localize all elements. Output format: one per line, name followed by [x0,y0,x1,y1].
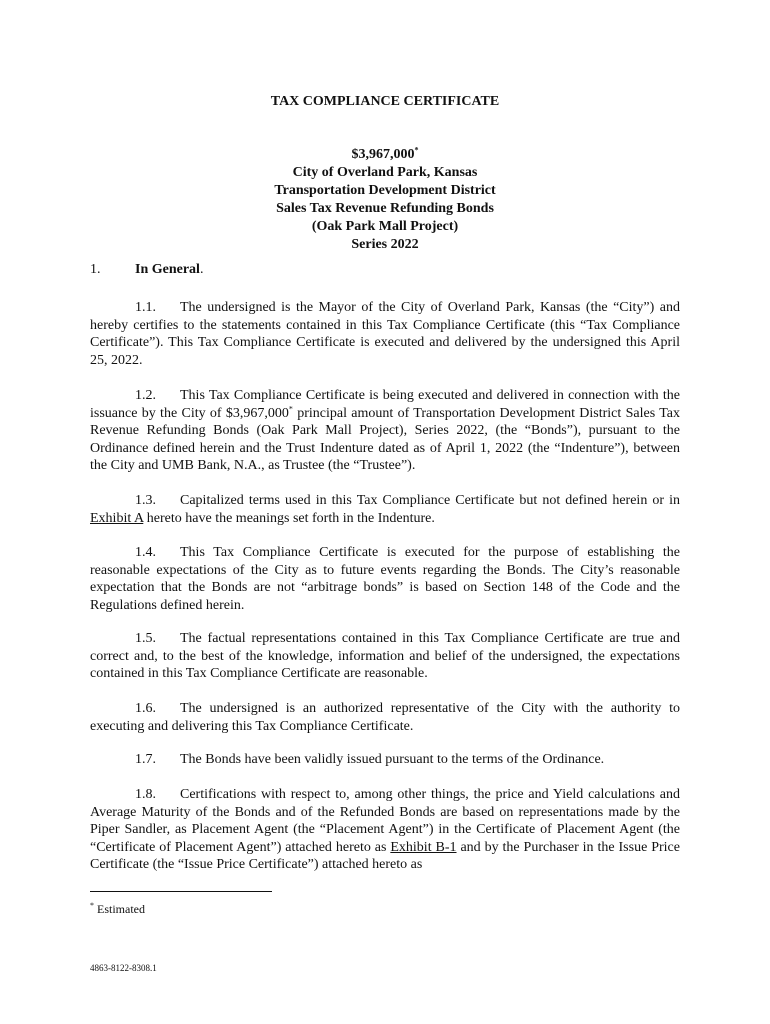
paragraph-number: 1.8. [135,787,156,802]
paragraph-1-1 [90,299,680,369]
paragraph-text: The Bonds have been validly issued pursuant to the terms of the Ordinance. [180,752,605,767]
paragraph-number: 1.2. [135,388,156,403]
document-title: TAX COMPLIANCE CERTIFICATE [270,94,500,109]
paragraph-text: The undersigned is the Mayor of the City of Overland Park, Kansas (the “City”) and hereby certifies to the statements contained in this Tax Compliance Certificate (this “Tax Compliance Certificate”). This Tax Compliance Certificate is executed and delivered by the undersigned this April 25, 2022. [90,300,680,368]
paragraph-text-cont: hereto have the meanings set forth in the Indenture. [143,510,435,526]
series-name: Series 2022 [351,237,419,252]
footnote-text: Estimated [97,902,145,916]
paragraph-1-2 [90,387,680,475]
paragraph-1-7 [90,751,680,769]
paragraph-number: 1.4. [135,545,156,560]
bond-amount [0,146,770,164]
issuer-name: City of Overland Park, Kansas [292,165,478,180]
section-period: . [199,262,204,277]
paragraph-number: 1.6. [135,701,156,716]
paragraph-text: The undersigned is an authorized representative of the City with the authority to executing and delivering this Tax Compliance Certificate. [90,701,680,734]
paragraph-text: The factual representations contained in this Tax Compliance Certificate are true and correct and, to the best of the knowledge, information and belief of the undersigned, the expectations contained in this Tax Compliance Certificate are reasonable. [90,631,680,681]
exhibit-b-1-link[interactable]: Exhibit B-1 [390,839,457,855]
paragraph-text: This Tax Compliance Certificate is executed for the purpose of establishing the reasonable expectations of the City as to future events regarding the Bonds. The City’s reasonable expectation that the Bonds are not “arbitrage bonds” is based on Section 148 of the Code and the Regulations defined herein. [90,545,680,613]
paragraph-number: 1.3. [135,493,156,508]
paragraph-text: Capitalized terms used in this Tax Compliance Certificate but not defined herein or in [180,493,680,508]
section-heading [90,262,203,278]
paragraph-text: Certifications with respect to, among other things, the price and Yield calculations and Average Maturity of the Bonds and of the Refunded Bonds are based on representations made by the Piper Sandler, as Placement Agent (the “Placement Agent”) in the Certificate of Placement Agent (the “Certificate of Placement Agent”) attached hereto as [90,787,680,855]
paragraph-1-6 [90,700,680,735]
footnote-ref: * [414,145,419,155]
paragraph-1-5 [90,630,680,683]
paragraph-1-4 [90,544,680,614]
footnote [90,902,145,917]
bonds-name: Sales Tax Revenue Refunding Bonds [276,201,494,216]
paragraph-1-3 [90,492,680,527]
footnote-mark: * [90,901,94,910]
exhibit-a-link[interactable]: Exhibit A [90,510,144,526]
paragraph-number: 1.5. [135,631,156,646]
paragraph-1-8 [90,786,680,874]
paragraph-text-cont: principal amount of Transportation Development District Sales Tax Revenue Refunding Bonds (Oak Park Mall Project), Series 2022, (the “Bonds”), pursuant to the Ordinance defined herein and the Trust Indenture dated as of April 1, 2022 (the “Indenture”), between the City and UMB Bank, N.A., as Trustee (the “Trustee”). [90,405,681,473]
paragraph-number: 1.1. [135,300,156,315]
section-name: In General [135,262,200,277]
bond-amount-value: $3,967,000 [351,147,415,162]
paragraph-text-cont: and by the Purchaser in the Issue Price Certificate (the “Issue Price Certificate”) attached hereto as [90,839,680,872]
district-name: Transportation Development District [274,183,496,198]
paragraph-text: This Tax Compliance Certificate is being executed and delivered in connection with the issuance by the City of $3,967,000 [90,388,680,421]
bond-heading [0,146,770,254]
paragraph-number: 1.7. [135,752,156,767]
project-name: (Oak Park Mall Project) [311,219,459,234]
document-id: 4863-8122-8308.1 [90,963,157,973]
footnote-divider [90,891,272,892]
footnote-ref: * [288,403,293,413]
section-number: 1. [90,262,101,277]
